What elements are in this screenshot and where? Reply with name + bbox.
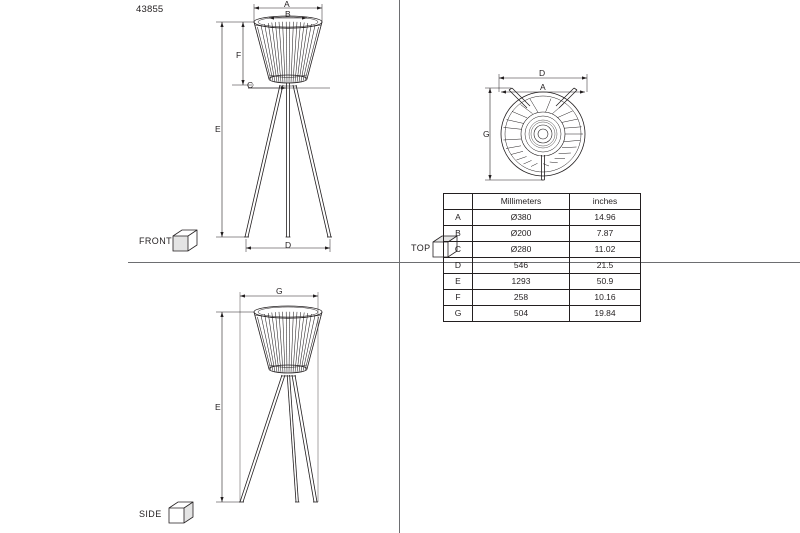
- row-key: G: [444, 306, 473, 322]
- side-dim-letter-e: E: [215, 402, 221, 412]
- front-dim-letter-b: B: [285, 9, 291, 19]
- row-in: 50.9: [570, 274, 641, 290]
- front-dim-letter-c: C: [247, 80, 254, 90]
- side-view: [0, 262, 399, 533]
- table-row: [444, 290, 641, 306]
- row-mm: 258: [473, 290, 570, 306]
- row-in: 14.96: [570, 210, 641, 226]
- front-dim-letter-f: F: [236, 50, 242, 60]
- side-dim-letter-g: G: [276, 286, 283, 296]
- view-label-front: FRONT: [139, 236, 172, 246]
- table-row: [444, 258, 641, 274]
- table-header-row: [444, 194, 641, 210]
- row-key: D: [444, 258, 473, 274]
- row-mm: Ø280: [473, 242, 570, 258]
- table-row: [444, 274, 641, 290]
- front-dim-letter-a: A: [284, 0, 290, 9]
- table-header-millimeters: Millimeters: [473, 194, 570, 210]
- table-header-key: [444, 194, 473, 210]
- front-view: [0, 0, 399, 262]
- row-in: 21.5: [570, 258, 641, 274]
- view-label-top: TOP: [411, 243, 431, 253]
- cube-icon-side: [166, 500, 196, 526]
- side-view-drawing: [0, 262, 399, 533]
- row-key: A: [444, 210, 473, 226]
- front-view-drawing: [0, 0, 399, 262]
- table-row: [444, 306, 641, 322]
- row-mm: 504: [473, 306, 570, 322]
- row-in: 7.87: [570, 226, 641, 242]
- row-in: 11.02: [570, 242, 641, 258]
- dimension-table: [443, 193, 641, 322]
- row-mm: Ø200: [473, 226, 570, 242]
- cube-icon-front: [170, 228, 200, 254]
- part-number: 43855: [136, 4, 164, 15]
- view-label-side: SIDE: [139, 509, 162, 519]
- row-mm: 546: [473, 258, 570, 274]
- row-in: 10.16: [570, 290, 641, 306]
- front-dim-letter-d: D: [285, 240, 292, 250]
- table-row: [444, 210, 641, 226]
- row-mm: Ø380: [473, 210, 570, 226]
- front-dim-letter-e: E: [215, 124, 221, 134]
- row-in: 19.84: [570, 306, 641, 322]
- row-key: F: [444, 290, 473, 306]
- table-row: [444, 242, 641, 258]
- top-dim-letter-d: D: [539, 68, 546, 78]
- top-dim-letter-a: A: [540, 82, 546, 92]
- row-mm: 1293: [473, 274, 570, 290]
- table-row: [444, 226, 641, 242]
- row-key: C: [444, 242, 473, 258]
- table-header-inches: inches: [570, 194, 641, 210]
- top-dim-letter-g: G: [483, 129, 490, 139]
- row-key: B: [444, 226, 473, 242]
- row-key: E: [444, 274, 473, 290]
